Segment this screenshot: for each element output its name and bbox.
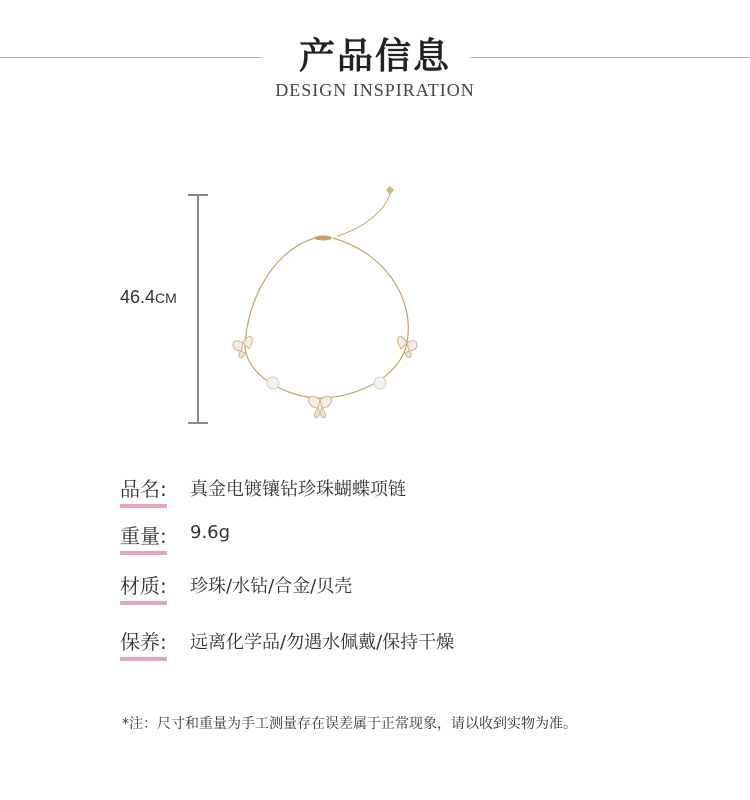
length-ruler xyxy=(183,192,213,426)
spec-value: 真金电镀镶钻珍珠蝴蝶项链 xyxy=(190,479,406,500)
heart-charm-icon xyxy=(386,186,394,195)
spec-key: 品名: xyxy=(120,473,167,508)
necklace-photo xyxy=(215,178,455,433)
spec-key: 材质: xyxy=(120,570,167,605)
length-number: 46.4 xyxy=(120,287,156,307)
length-unit: CM xyxy=(155,290,177,306)
spec-key: 保养: xyxy=(120,626,167,661)
spec-value: 远离化学品/勿遇水佩戴/保持干燥 xyxy=(190,632,455,653)
page-subtitle: DESIGN INSPIRATION xyxy=(275,80,475,100)
butterfly-charm-left-icon xyxy=(233,336,252,357)
page-title: 产品信息 xyxy=(298,36,451,77)
spec-value: 珍珠/水钻/合金/贝壳 xyxy=(190,576,353,597)
disclaimer-note: *注：尺寸和重量为手工测量存在误差属于正常现象，请以收到实物为准。 xyxy=(122,716,577,732)
pearl-right-icon xyxy=(374,377,386,389)
butterfly-charm-center-icon xyxy=(308,396,331,418)
length-measurement xyxy=(120,287,177,308)
pearl-left-icon xyxy=(267,377,279,389)
spec-value: 9.6g xyxy=(190,522,231,543)
clasp-icon xyxy=(314,236,332,241)
spec-key: 重量: xyxy=(120,520,167,555)
